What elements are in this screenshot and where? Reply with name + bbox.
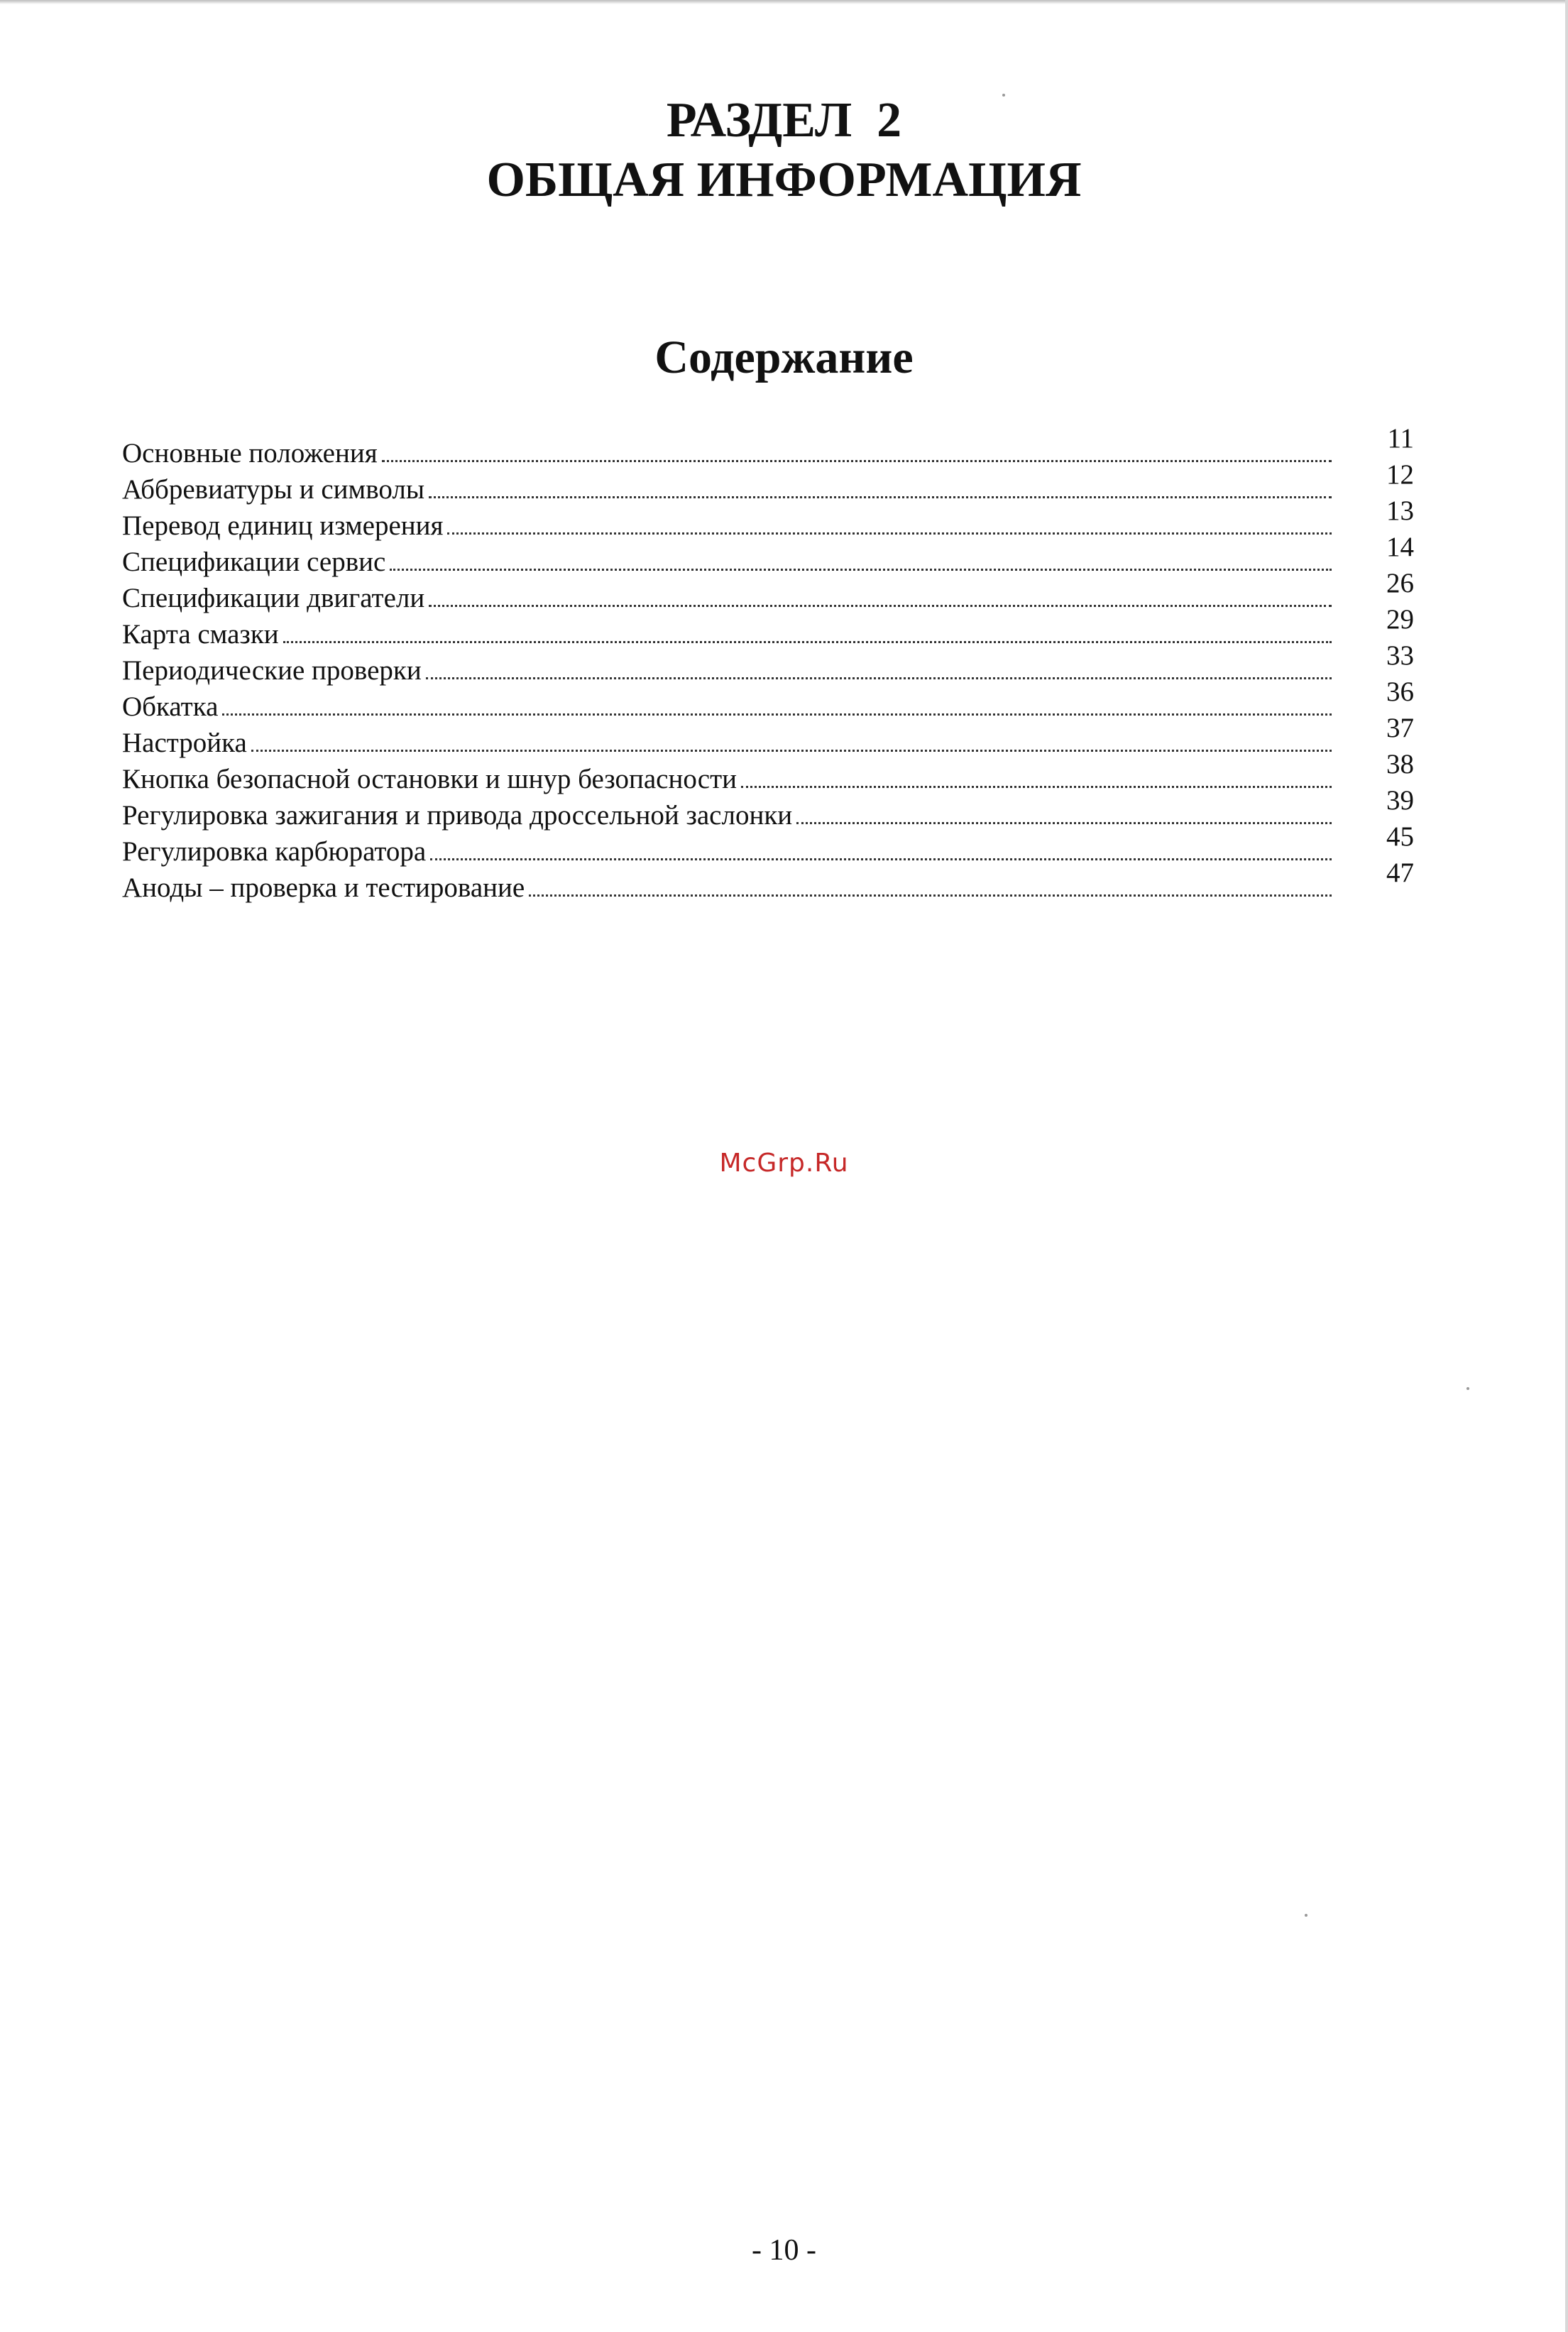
section-title (0, 91, 1568, 210)
toc-row[interactable] (122, 532, 1414, 579)
toc-label: Обкатка (122, 691, 219, 722)
toc-page-number: 29 (1386, 604, 1414, 635)
section-name: ОБЩАЯ ИНФОРМАЦИЯ (486, 153, 1082, 207)
toc-row[interactable] (122, 459, 1414, 507)
scan-top-edge (0, 0, 1568, 4)
toc-label: Регулировка карбюратора (122, 836, 427, 867)
toc-page-number: 33 (1386, 640, 1414, 671)
toc-label: Аноды – проверка и тестирование (122, 872, 525, 903)
toc-heading: Содержание (654, 332, 914, 383)
toc-leader (426, 677, 1332, 679)
watermark: McGrp.Ru (719, 1149, 849, 1178)
toc-row[interactable] (122, 785, 1414, 833)
toc-leader (429, 605, 1332, 607)
toc-page-number: 11 (1387, 423, 1414, 454)
table-of-contents (122, 423, 1414, 905)
toc-page-number: 37 (1386, 713, 1414, 743)
toc-page-number: 26 (1386, 568, 1414, 598)
toc-label: Спецификации двигатели (122, 583, 425, 613)
toc-page-number: 47 (1386, 858, 1414, 888)
toc-page-number: 45 (1386, 821, 1414, 852)
toc-row[interactable] (122, 821, 1414, 869)
toc-leader (382, 460, 1332, 462)
toc-leader (222, 713, 1332, 716)
page-number: - 10 - (752, 2234, 816, 2267)
toc-label: Спецификации сервис (122, 547, 386, 577)
toc-label: Аббревиатуры и символы (122, 474, 425, 505)
toc-leader (283, 641, 1332, 643)
toc-row[interactable] (122, 640, 1414, 688)
toc-label: Перевод единиц измерения (122, 510, 444, 541)
toc-row[interactable] (122, 677, 1414, 724)
toc-label: Периодические проверки (122, 655, 422, 686)
section-number: РАЗДЕЛ 2 (666, 93, 902, 148)
scan-speck (1002, 94, 1005, 97)
toc-label: Основные положения (122, 438, 378, 469)
toc-page-number: 13 (1386, 496, 1414, 526)
toc-leader (251, 750, 1332, 752)
toc-leader (447, 532, 1332, 535)
toc-label: Кнопка безопасной остановки и шнур безопасности (122, 764, 738, 794)
toc-page-number: 12 (1386, 459, 1414, 490)
toc-row[interactable] (122, 568, 1414, 615)
toc-page-number: 38 (1386, 749, 1414, 779)
scan-speck (1466, 1387, 1469, 1390)
toc-row[interactable] (122, 496, 1414, 543)
toc-page-number: 36 (1386, 677, 1414, 707)
toc-row[interactable] (122, 423, 1414, 471)
toc-page-number: 39 (1386, 785, 1414, 816)
toc-label: Настройка (122, 728, 247, 758)
toc-row[interactable] (122, 713, 1414, 760)
toc-row[interactable] (122, 749, 1414, 797)
toc-leader (390, 569, 1332, 571)
scan-speck (1305, 1914, 1307, 1917)
toc-page-number: 14 (1386, 532, 1414, 562)
toc-row[interactable] (122, 604, 1414, 652)
toc-label: Карта смазки (122, 619, 279, 650)
toc-leader (429, 496, 1332, 498)
toc-label: Регулировка зажигания и привода дроссельной заслонки (122, 800, 793, 831)
toc-row[interactable] (122, 858, 1414, 905)
toc-leader (796, 822, 1332, 824)
toc-leader (430, 858, 1332, 860)
toc-leader (529, 894, 1332, 897)
toc-leader (741, 786, 1332, 788)
